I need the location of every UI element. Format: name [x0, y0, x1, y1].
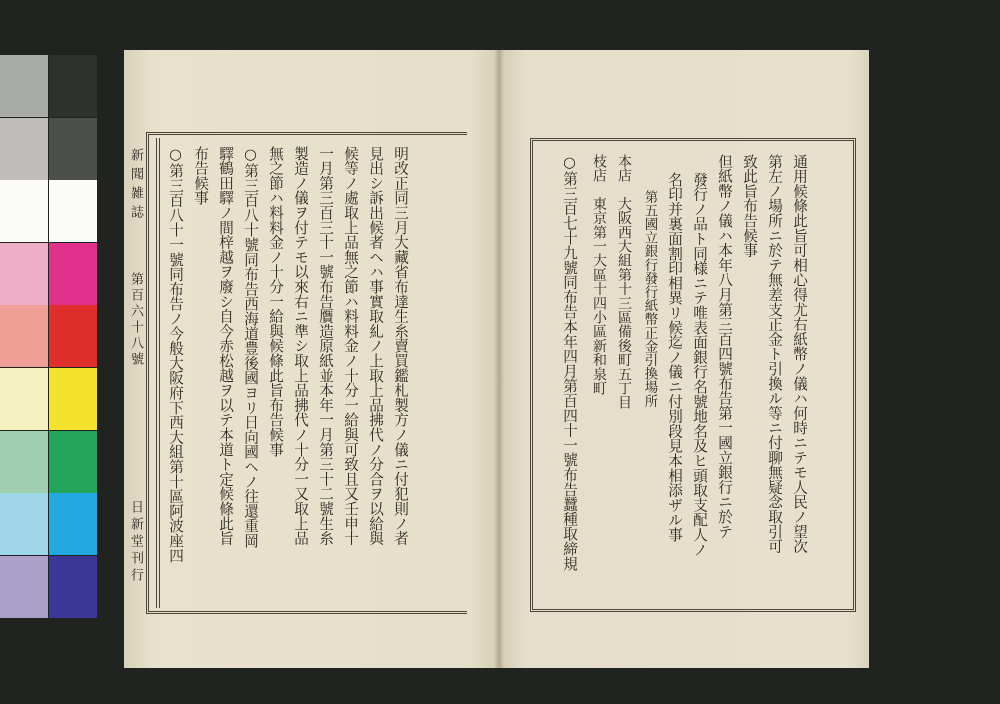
color-patch	[0, 431, 48, 493]
text-column: 布告候事	[192, 146, 209, 206]
text-column: 見出シ訴出候者ヘハ事實取糺ノ上取上品拂代ノ分合ヲ以給與	[367, 146, 384, 546]
color-patch	[49, 493, 97, 555]
color-patch	[0, 305, 48, 367]
left-page-margin-rule-2	[159, 138, 160, 608]
text-column: 明改正同三月大藏省布達生糸賣買鑑札製方ノ儀ニ付犯則ノ者	[392, 146, 409, 546]
open-book	[124, 50, 869, 668]
color-patch	[49, 305, 97, 367]
color-patch	[0, 118, 48, 180]
color-patch	[0, 180, 48, 242]
color-patch	[0, 55, 48, 117]
text-column: 第左ノ場所ニ於テ無差支正金ト引換ル等ニ付聊無疑念取引可	[766, 154, 783, 554]
text-column: 但紙幣ノ儀ハ本年八月第三百四號布告第一國立銀行ニ於テ	[716, 154, 733, 539]
color-patch	[49, 180, 97, 242]
left-page-margin-rule	[156, 138, 157, 608]
color-patch	[0, 243, 48, 305]
text-column: 名印并裏面割印相異リ候迄ノ儀ニ付別段見本相添ザル事	[666, 172, 683, 542]
text-column: ○第三百八十一號同布告ノ今般大阪府下西大組第十區阿波座四	[167, 146, 184, 563]
color-patch	[49, 556, 97, 618]
color-patch	[49, 368, 97, 430]
color-patch	[49, 55, 97, 117]
text-column: ○第三百七十九號同布告本年四月第百四十一號布告蠶種取締規	[561, 154, 578, 571]
color-patch	[49, 118, 97, 180]
color-patch	[49, 431, 97, 493]
publisher-name: 日新堂刊行	[128, 500, 143, 585]
publication-title: 新聞雑誌	[128, 148, 143, 224]
color-calibration-strip	[0, 55, 97, 619]
text-column: 枝店 東京第一大區十四小區新和泉町	[591, 154, 607, 396]
color-patch	[0, 493, 48, 555]
text-column: 候等ノ處取上品無之節ハ料料金ノ十分一給與可致且又壬申十	[342, 146, 359, 546]
text-column: ○第三百八十號同布告西海道豊後國ヨリ日向國ヘノ往還重岡	[242, 146, 259, 548]
text-column: 通用候條此旨可相心得尤右紙幣ノ儀ハ何時ニテモ人民ノ望次	[791, 154, 808, 554]
text-column: 製造ノ儀ヲ付テモ以來右ニ準シ取上品拂代ノ十分一又取上品	[292, 146, 309, 546]
text-column: 一月第三百三十一號布告贋造原紙並本年一月第三十二號生糸	[317, 146, 334, 546]
left-page	[124, 50, 500, 668]
text-column: 驛鶴田驛ノ間梓越ヲ廢シ自今赤松越ヲ以テ本道ト定候條此旨	[217, 146, 234, 546]
text-column: 致此旨布告候事	[741, 154, 758, 258]
text-column: 第五國立銀行發行紙幣正金引換場所	[642, 190, 657, 408]
color-patch	[0, 556, 48, 618]
text-column: 無之節ハ料料金ノ十分一給與候條此旨布告候事	[267, 146, 284, 457]
right-page	[500, 50, 869, 668]
text-column: 本店 大阪西大組第十三區備後町五丁目	[616, 154, 632, 410]
book-gutter	[494, 50, 504, 668]
text-column: 發行ノ品ト同様ニテ唯表面銀行名號地名及ヒ頭取支配人ノ	[691, 172, 708, 557]
color-patch	[0, 368, 48, 430]
color-patch	[49, 243, 97, 305]
issue-number: 第百六十八號	[128, 272, 143, 368]
